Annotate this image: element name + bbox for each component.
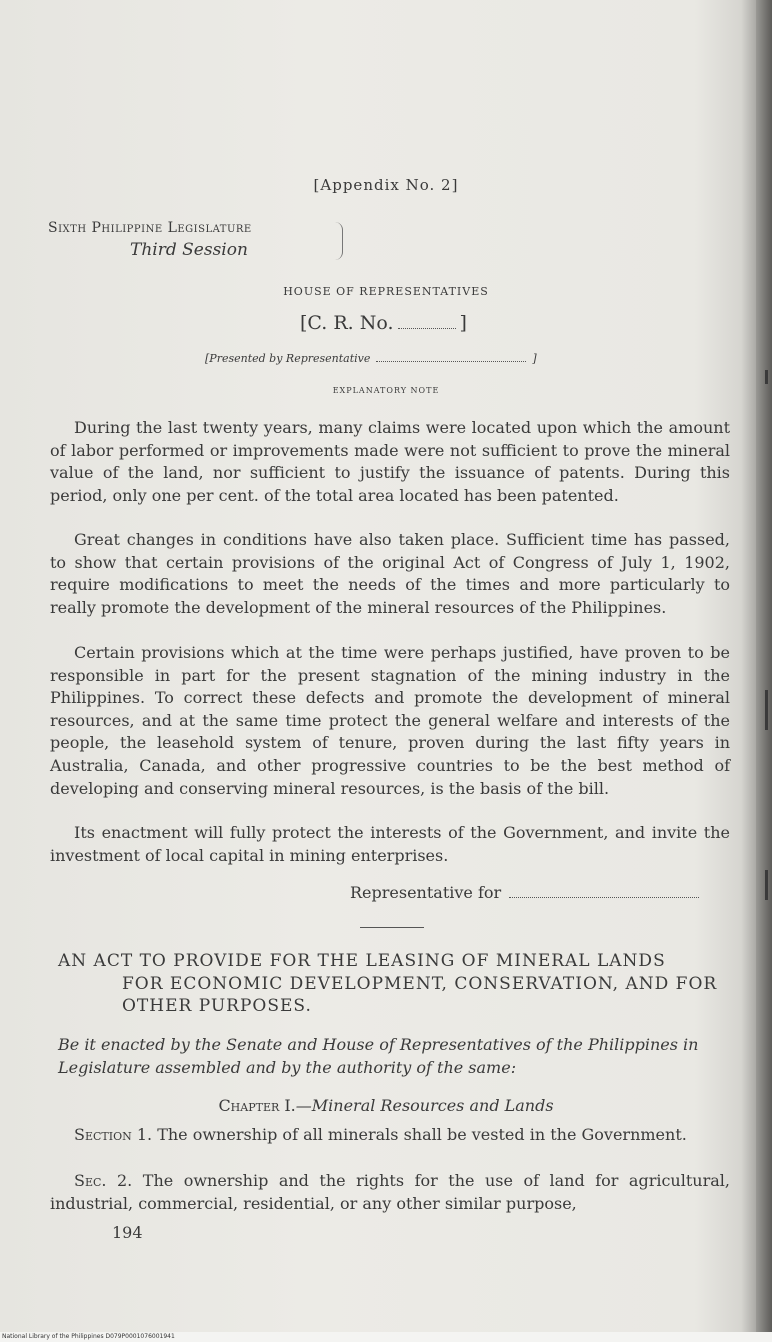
cr-number-line [300, 312, 467, 334]
act-title-line2: FOR ECONOMIC DEVELOPMENT, CONSERVATION, AND FOR OTHER PURPOSES. [122, 973, 718, 1017]
cr-prefix: [C. R. No. [300, 312, 394, 334]
presented-suffix: ] [532, 352, 537, 365]
page-number: 194 [112, 1223, 143, 1242]
presented-prefix: [Presented by Representative [205, 352, 371, 365]
margin-mark [765, 690, 768, 730]
presented-blank [376, 361, 526, 362]
appendix-heading: [Appendix No. 2] [313, 176, 459, 194]
section-2-label: Sec. 2. [74, 1171, 133, 1190]
divider [360, 927, 424, 928]
paragraph: Great changes in conditions have also taken place. Sufficient time has passed, to show that certain provisions of the original Act of Congress of July 1, 1902, require modifications to meet the needs of the times and more particularly to really promote the development of the mineral resources of the Philippines. [50, 530, 730, 617]
chapter-heading [0, 1096, 772, 1115]
margin-mark [765, 870, 768, 900]
chapter-label: Chapter I. [218, 1096, 296, 1115]
bracket [334, 222, 343, 260]
section-1 [50, 1124, 730, 1147]
margin-mark [765, 370, 768, 384]
book-binding-edge [756, 0, 772, 1342]
section-1-label: Section 1. [74, 1125, 153, 1144]
section-2-text: The ownership and the rights for the use of land for agricultural, industrial, commercial, residential, or any other similar purpose, [50, 1171, 730, 1213]
paragraph: During the last twenty years, many claims were located upon which the amount of labor performed or improvements made were not sufficient to prove the mineral value of the land, nor sufficient to justify the issuance of patents. During this period, only one per cent. of the total area located has been patented. [50, 418, 730, 505]
paragraph: Certain provisions which at the time were perhaps justified, have proven to be responsible in part for the present stagnation of the mining industry in the Philippines. To correct these defects and promote the development of mineral resources, and at the same time protect the general welfare and interests of the people, the leasehold system of tenure, proven during the last fifty years in Australia, Canada, and other progressive countries to be the best method of developing and conserving mineral resources, is the basis of the bill. [50, 643, 730, 798]
signature-label: Representative for [350, 883, 502, 902]
presented-by-line [205, 352, 537, 365]
section-1-text: The ownership of all minerals shall be vested in the Government. [157, 1125, 687, 1144]
act-title [58, 950, 738, 1018]
session-name: Third Session [130, 240, 248, 260]
cr-suffix: ] [459, 312, 467, 334]
section-2 [50, 1170, 730, 1215]
legislature-name: Sixth Philippine Legislature [48, 220, 252, 236]
signature-line [350, 883, 699, 902]
paragraph: Its enactment will fully protect the interests of the Government, and invite the investment of local capital in mining enterprises. [50, 823, 730, 865]
house-heading: HOUSE OF REPRESENTATIVES [283, 285, 489, 298]
chapter-title: —Mineral Resources and Lands [295, 1096, 554, 1115]
explanatory-note-heading: EXPLANATORY NOTE [332, 386, 440, 395]
signature-blank [509, 897, 699, 898]
scan-footer: National Library of the Philippines D079P0001076001941 [0, 1332, 772, 1342]
act-title-line1: AN ACT TO PROVIDE FOR THE LEASING OF MINERAL LANDS [58, 951, 666, 971]
enacting-clause: Be it enacted by the Senate and House of Representatives of the Philippines in Legislature assembled and by the authority of the same: [58, 1035, 699, 1077]
cr-number-blank [398, 328, 456, 329]
